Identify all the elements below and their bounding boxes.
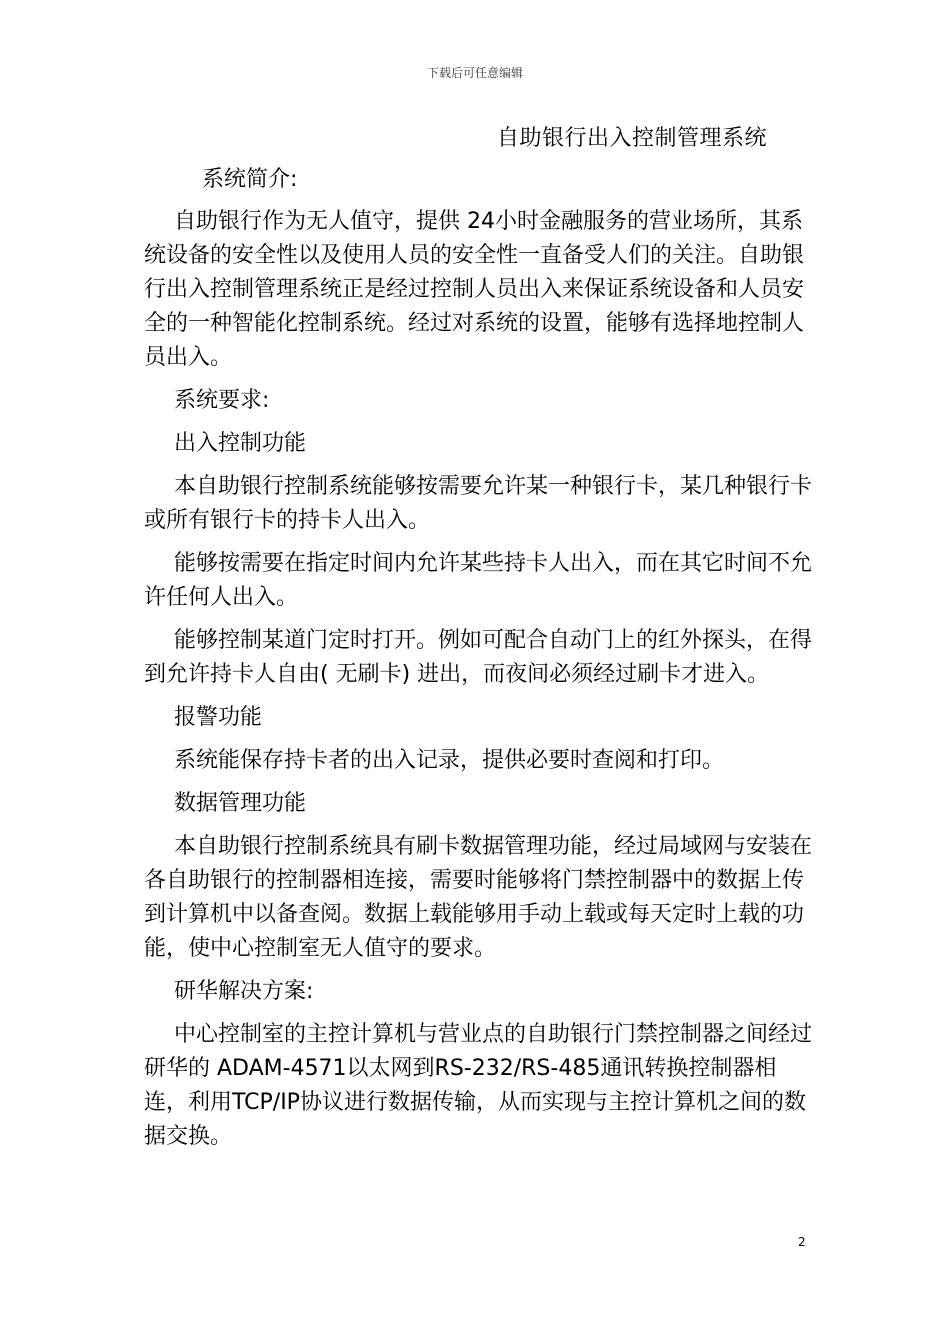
- section-heading-intro: 系统简介:: [202, 167, 298, 192]
- subheading-alarm: 报警功能: [174, 705, 263, 730]
- document-title: 自助银行出入控制管理系统: [497, 126, 768, 151]
- section-heading-solution: 研华解决方案:: [174, 979, 314, 1004]
- page-header: 下载后可任意编辑: [426, 66, 523, 80]
- paragraph-time-control: 能够按需要在指定时间内允许某些持卡人出入，而在其它时间不允许任何人出入。: [144, 551, 813, 610]
- document-body: [144, 163, 814, 1163]
- paragraph-data-management: 本自助银行控制系统具有刷卡数据管理功能，经过局域网与安装在各自助银行的控制器相连接，需要时能够将门禁控制器中的数据上传到计算机中以备查阅。数据上载能够用手动上载或每天定时上载的功能，使中心控制室无人值守的要求。: [144, 834, 813, 961]
- paragraph-door-timer: 能够控制某道门定时打开。例如可配合自动门上的红外探头，在得到允许持卡人自由( 无刷卡) 进出，而夜间必须经过刷卡才进入。: [144, 628, 813, 687]
- subheading-data-management: 数据管理功能: [174, 791, 307, 816]
- paragraph-solution: 中心控制室的主控计算机与营业点的自助银行门禁控制器之间经过研华的 ADAM-4571以太网到RS-232/RS-485通讯转换控制器相连，利用TCP/IP协议进行数据传输，从而实现与主控计算机之间的数据交换。: [144, 1022, 813, 1149]
- paragraph-intro: 自助银行作为无人值守，提供 24小时金融服务的营业场所，其系统设备的安全性以及使用人员的安全性一直备受人们的关注。自助银行出入控制管理系统正是经过控制人员出入来保证系统设备和人员安全的一种智能化控制系统。经过对系统的设置，能够有选择地控制人员出入。: [144, 209, 805, 370]
- page-number: 2: [798, 1235, 806, 1249]
- section-heading-requirements: 系统要求:: [174, 388, 270, 413]
- paragraph-records: 系统能保存持卡者的出入记录，提供必要时查阅和打印。: [174, 748, 725, 773]
- paragraph-card-types: 本自助银行控制系统能够按需要允许某一种银行卡，某几种银行卡或所有银行卡的持卡人出入。: [144, 474, 813, 533]
- subheading-access-control: 出入控制功能: [174, 431, 307, 456]
